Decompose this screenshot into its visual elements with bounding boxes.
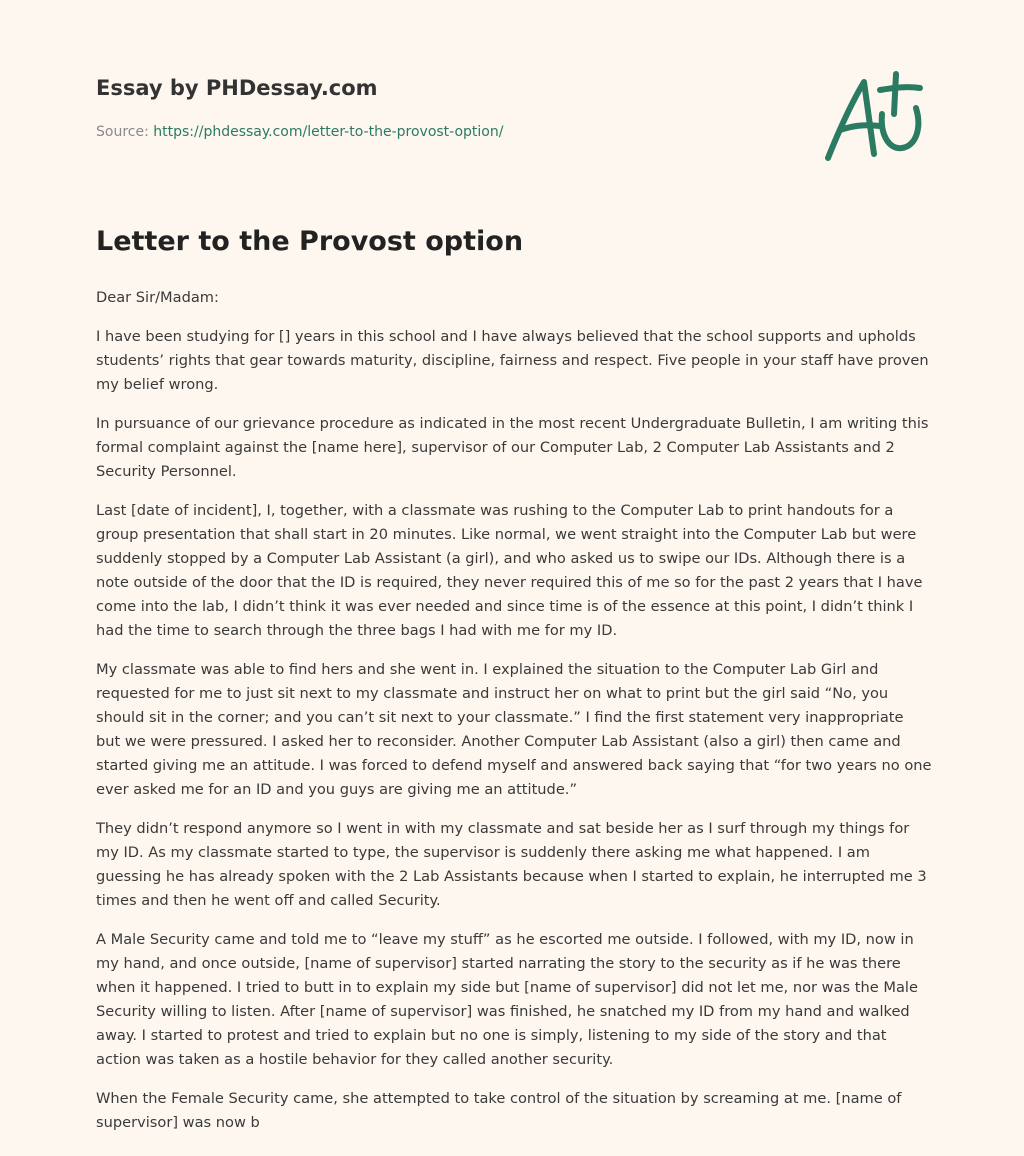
- source-label: Source:: [96, 124, 154, 140]
- essay-body: [96, 286, 932, 1150]
- essay-paragraph: Dear Sir/Madam:: [96, 289, 219, 306]
- essay-paragraph: In pursuance of our grievance procedure as indicated in the most recent Undergraduate Bulletin, I am writing this formal complaint against the [name here], supervisor of our Computer Lab, 2 Computer Lab Assistants and 2 Security Personnel.: [96, 415, 929, 480]
- essay-title: Letter to the Provost option: [96, 226, 524, 257]
- a-plus-logo-icon: [818, 66, 930, 166]
- essay-paragraph: They didn’t respond anymore so I went in with my classmate and sat beside her as I surf through my things for my ID. As my classmate started to type, the supervisor is suddenly there asking me what happened. I am guessing he has already spoken with the 2 Lab Assistants because when I started to explain, he interrupted me 3 times and then he went off and called Security.: [96, 820, 927, 909]
- essay-paragraph: A Male Security came and told me to “leave my stuff” as he escorted me outside. I followed, with my ID, now in my hand, and once outside, [name of supervisor] started narrating the story to the security as if he was there when it happened. I tried to butt in to explain my side but [name of supervisor] did not let me, nor was the Male Security willing to listen. After [name of supervisor] was finished, he snatched my ID from my hand and walked away. I started to protest and tried to explain but no one is simply, listening to my side of the story and that action was taken as a hostile behavior for they called another security.: [96, 931, 918, 1068]
- essay-paragraph: When the Female Security came, she attempted to take control of the situation by screaming at me. [name of supervisor] was now b: [96, 1090, 902, 1131]
- site-brand: Essay by PHDessay.com: [96, 76, 378, 100]
- source-line: [96, 124, 503, 140]
- essay-paragraph: Last [date of incident], I, together, with a classmate was rushing to the Computer Lab to print handouts for a group presentation that shall start in 20 minutes. Like normal, we went straight into the Computer Lab but were suddenly stopped by a Computer Lab Assistant (a girl), and who asked us to swipe our IDs. Although there is a note outside of the door that the ID is required, they never required this of me so for the past 2 years that I have come into the lab, I didn’t think it was ever needed and since time is of the essence at this point, I didn’t think I had the time to search through the three bags I had with me for my ID.: [96, 502, 923, 639]
- essay-paragraph: My classmate was able to find hers and she went in. I explained the situation to the Computer Lab Girl and requested for me to just sit next to my classmate and instruct her on what to print but the girl said “No, you should sit in the corner; and you can’t sit next to your classmate.” I find the first statement very inappropriate but we were pressured. I asked her to reconsider. Another Computer Lab Assistant (also a girl) then came and started giving me an attitude. I was forced to defend myself and answered back saying that “for two years no one ever asked me for an ID and you guys are giving me an attitude.”: [96, 661, 932, 798]
- source-link[interactable]: https://phdessay.com/letter-to-the-provost-option/: [153, 124, 504, 140]
- essay-paragraph: I have been studying for [] years in this school and I have always believed that the school supports and upholds students’ rights that gear towards maturity, discipline, fairness and respect. Five people in your staff have proven my belief wrong.: [96, 328, 929, 393]
